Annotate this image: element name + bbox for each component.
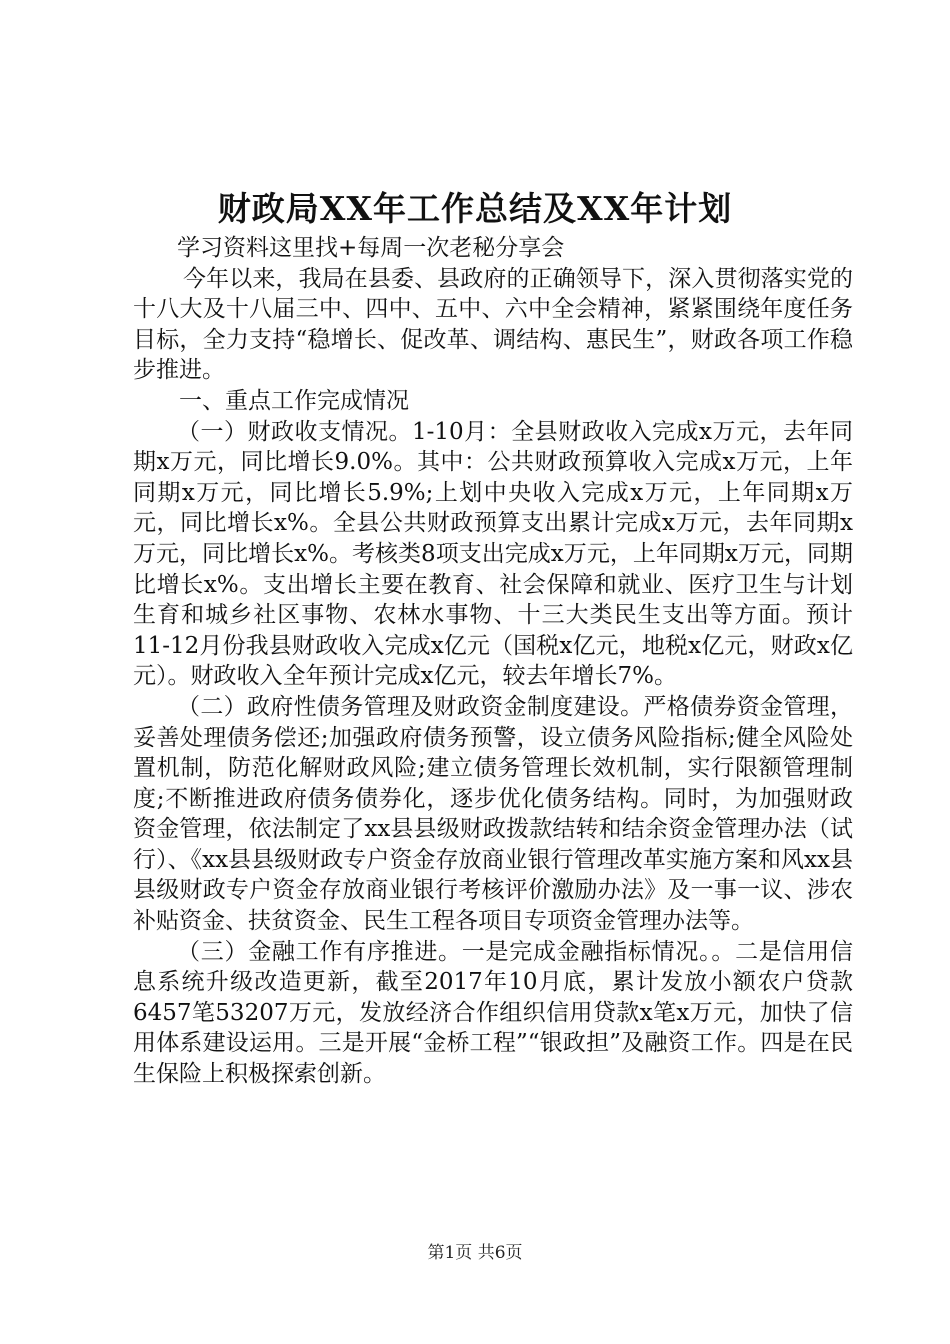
section-heading: 一、重点工作完成情况 (179, 387, 409, 414)
item-paragraph-1: （一）财政收支情况。1-10月：全县财政收入完成x万元，去年同期x万元，同比增长9.0%。其中：公共财政预算收入完成x万元，上年同期x万元，同比增长5.9%;上划中央收入完成x万元，上年同期x万元，同比增长x%。全县公共财政预算支出累计完成x万元，去年同期x万元，同比增长x%。考核类8项支出完成x万元，上年同期x万元，同期比增长x%。支出增长主要在教育、社会保障和就业、医疗卫生与计划生育和城乡社区事物、农林水事物、十三大类民生支出等方面。预计11-12月份我县财政收入完成x亿元（国税x亿元，地税x亿元，财政x亿元）。财政收入全年预计完成x亿元，较去年增长7%。 (133, 418, 853, 690)
document-subtitle: 学习资料这里找+每周一次老秘分享会 (177, 235, 565, 261)
document-body (133, 233, 853, 1090)
intro-paragraph: 今年以来，我局在县委、县政府的正确领导下，深入贯彻落实党的十八大及十八届三中、四中、五中、六中全会精神，紧紧围绕年度任务目标，全力支持“稳增长、促改革、调结构、惠民生”，财政各项工作稳步推进。 (133, 265, 853, 384)
page-footer: 第1页 共6页 (427, 1243, 523, 1263)
item-paragraph-2: （二）政府性债务管理及财政资金制度建设。严格债券资金管理，妥善处理债务偿还;加强政府债务预警，设立债务风险指标;健全风险处置机制，防范化解财政风险;建立债务管理长效机制，实行限额管理制度;不断推进政府债务债券化，逐步优化债务结构。同时，为加强财政资金管理，依法制定了xx县县级财政拨款结转和结余资金管理办法（试行）、《xx县县级财政专户资金存放商业银行管理改革实施方案和风xx县县级财政专户资金存放商业银行考核评价激励办法》及一事一议、涉农补贴资金、扶贫资金、民生工程各项目专项资金管理办法等。 (133, 693, 853, 935)
document-title: 财政局XX年工作总结及XX年计划 (217, 189, 733, 228)
item-paragraph-3: （三）金融工作有序推进。一是完成金融指标情况。。二是信用信息系统升级改造更新，截至2017年10月底，累计发放小额农户贷款6457笔53207万元，发放经济合作组织信用贷款x笔x万元，加快了信用体系建设运用。三是开展“金桥工程”“银政担”及融资工作。四是在民生保险上积极探索创新。 (133, 938, 853, 1088)
